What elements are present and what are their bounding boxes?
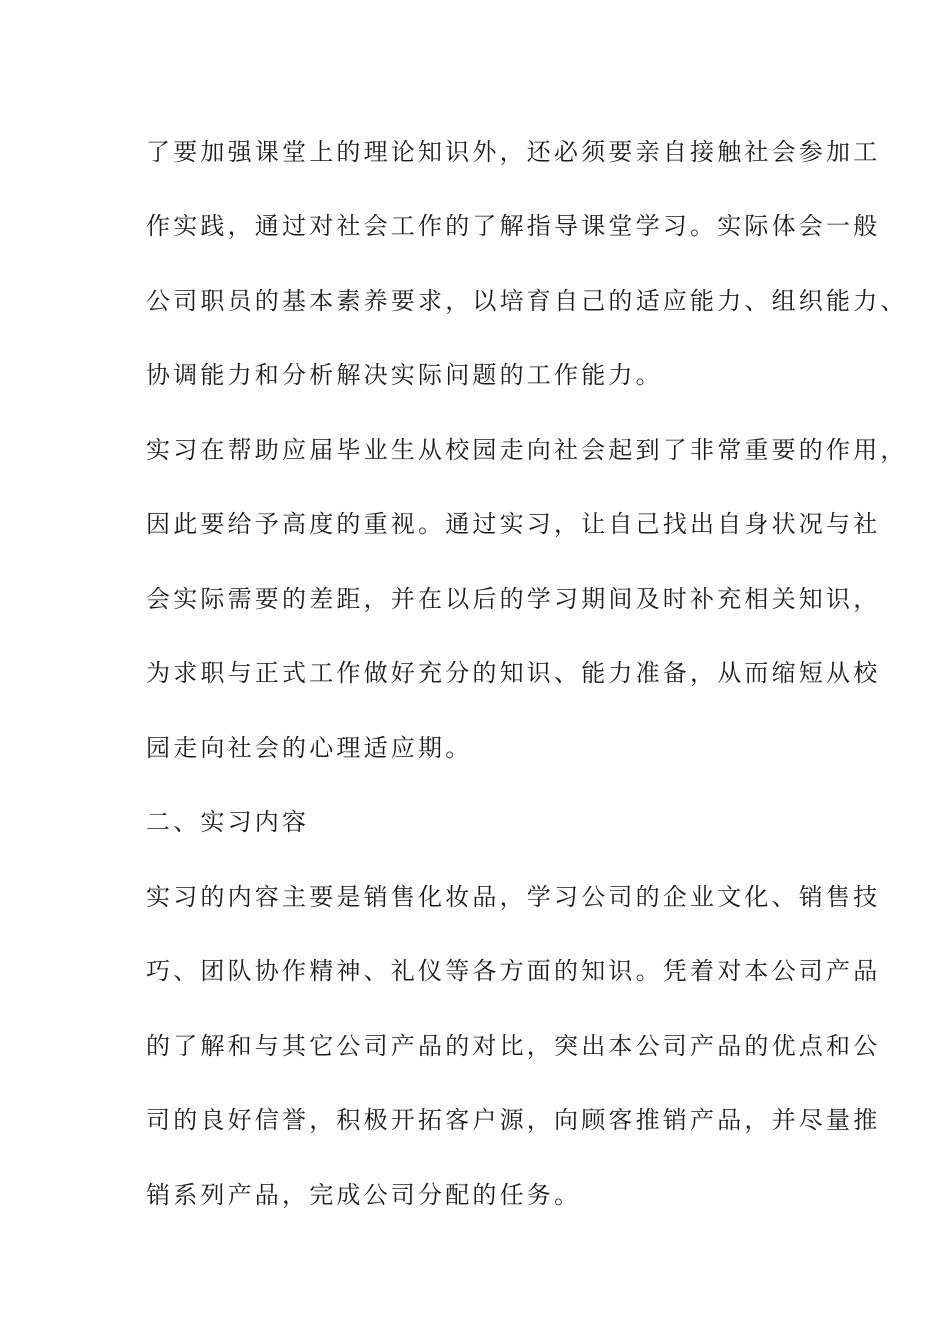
- paragraph-1-line-2: 作实践，通过对社会工作的了解指导课堂学习。实际体会一般: [146, 212, 881, 240]
- paragraph-1-line-3: 公司职员的基本素养要求，以培育自己的适应能力、组织能力、: [146, 287, 908, 315]
- paragraph-2-line-4: 为求职与正式工作做好充分的知识、能力准备，从而缩短从校: [146, 659, 881, 687]
- section-heading: 二、实习内容: [146, 808, 310, 836]
- paragraph-1-line-1: 了要加强课堂上的理论知识外，还必须要亲自接触社会参加工: [146, 138, 881, 166]
- paragraph-2-line-5: 园走向社会的心理适应期。: [146, 734, 473, 762]
- paragraph-3-line-4: 司的良好信誉，积极开拓客户源，向顾客推销产品，并尽量推: [146, 1106, 881, 1134]
- paragraph-3-line-5: 销系列产品，完成公司分配的任务。: [146, 1181, 582, 1209]
- paragraph-1-line-4: 协调能力和分析解决实际问题的工作能力。: [146, 361, 663, 389]
- paragraph-2-line-2: 因此要给予高度的重视。通过实习，让自己找出自身状况与社: [146, 510, 881, 538]
- paragraph-2-line-1: 实习在帮助应届毕业生从校园走向社会起到了非常重要的作用，: [146, 436, 908, 464]
- paragraph-3-line-3: 的了解和与其它公司产品的对比，突出本公司产品的优点和公: [146, 1032, 881, 1060]
- paragraph-3-line-1: 实习的内容主要是销售化妆品，学习公司的企业文化、销售技: [146, 883, 881, 911]
- paragraph-3-line-2: 巧、团队协作精神、礼仪等各方面的知识。凭着对本公司产品: [146, 957, 881, 985]
- paragraph-2-line-3: 会实际需要的差距，并在以后的学习期间及时补充相关知识，: [146, 585, 881, 613]
